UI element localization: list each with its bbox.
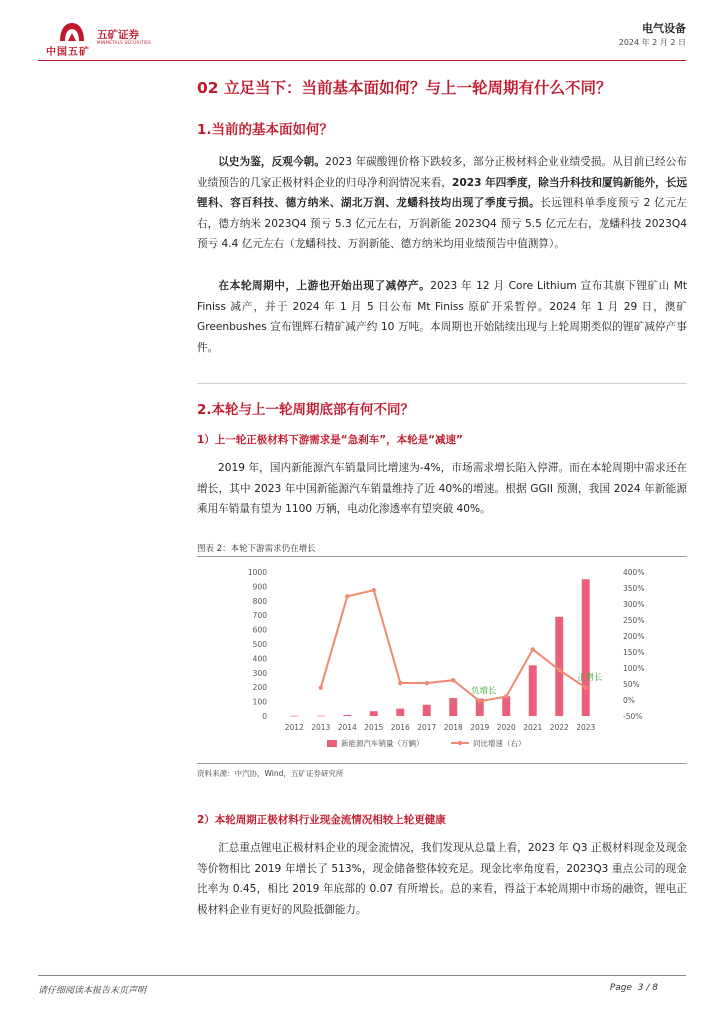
x-axis-tick: 2019 [470,723,490,732]
chart-annotation: 负增长 [470,686,497,697]
left-axis-tick: 200 [252,683,267,693]
point-heading-1: 1）上一轮正极材料下游需求是“急刹车”，本轮是“减速” [197,434,463,446]
report-sector: 电气设备 [642,22,686,35]
bar-2013 [317,716,325,717]
left-axis-tick: 300 [252,668,267,678]
growth-point-2023 [584,686,588,690]
growth-point-2020 [504,694,508,698]
ev-sales-chart [197,560,687,760]
bar-2018 [449,698,457,716]
bar-2023 [582,579,590,716]
bar-2016 [396,709,404,716]
left-axis-tick: 800 [252,596,267,606]
paragraph-lead: 以史为鉴，反观今朝。 [218,156,326,168]
bar-2021 [529,665,537,716]
left-axis-tick: 1000 [247,568,267,577]
figure-title: 图表 2：本轮下游需求仍在增长 [197,544,316,554]
paragraph-fundamentals [197,152,687,255]
bar-2017 [423,705,431,716]
report-date: 2024 年 2 月 2 日 [618,38,686,47]
figure-top-rule [197,556,687,557]
paragraph-upstream-cuts [197,276,687,358]
left-axis-tick: 100 [252,697,267,707]
paragraph-text: 2023 年 12 月 Core Lithium 宣布其旗下锂矿山 Mt Finiss 减产，并于 2024 年 1 月 5 日公布 Mt Finiss 原矿开采暂停。2024 年 1 月 29 日，澳矿 Greenbushes 宣布锂辉石精矿减产约 10 万吨。本周期也开始陆续出现与上轮周期类似的锂矿减停产事件。 [197,280,687,354]
figure-source: 资料来源：中汽协，Wind，五矿证券研究所 [197,769,344,778]
x-axis-tick: 2023 [576,723,596,732]
growth-point-2014 [345,594,349,598]
x-axis-tick: 2015 [364,723,384,732]
chart-legend [327,738,526,748]
paragraph-text: 汇总重点锂电正极材料企业的现金流情况，我们发现从总量上看，2023 年 Q3 正极材料现金及现金等价物相比 2019 年增长了 513%，现金储备整体较充足。现金比率角度看，2023Q3 重点公司的现金比率为 0.45，相比 2019 年底部的 0.07 有所增长。总的来看，得益于本轮周期中市场的融资，锂电正极材料企业有更好的风险抵御能力。 [197,842,687,916]
x-axis-tick: 2021 [523,723,543,732]
x-axis-tick: 2012 [284,723,304,732]
x-axis-tick: 2016 [390,723,410,732]
legend-bar-swatch [327,740,337,747]
paragraph-highlight: 2023 年四季度，除当升科技和厦钨新能外，长远锂科、容百科技、德方纳米、湖北万润、龙蟠科技均出现了季度亏损。 [197,176,688,210]
section-title: 02 立足当下：当前基本面如何？与上一轮周期有什么不同？ [197,79,612,97]
bar-2014 [343,715,351,716]
subsection-heading-1: 1.当前的基本面如何？ [197,122,334,138]
legend-line-label: 同比增速（右） [473,739,526,748]
chart-annotation: 正增长 [576,672,603,683]
paragraph-text: 2019 年，国内新能源汽车销量同比增速为-4%，市场需求增长陷入停滞。而在本轮周期中需求还在增长，其中 2023 年中国新能源汽车销量维持了近 40%的增速。根据 GGII 预测，我国 2024 年新能源乘用车销量有望为 1100 万辆，电动化渗透率有望突破 40%。 [197,462,687,516]
growth-point-2021 [531,647,535,651]
section-divider [197,383,687,384]
right-axis-tick: 150% [623,648,645,657]
paragraph-cashflow [197,838,687,920]
growth-point-2018 [451,678,455,682]
legend-line-marker [458,741,462,745]
page-count: 3 / 8 [637,983,658,993]
bar-series [290,579,589,716]
right-axis-tick: 300% [623,600,645,609]
left-axis-tick: 900 [252,582,267,592]
footer-disclaimer: 请仔细阅读本报告末页声明 [38,986,147,996]
bar-2012 [290,716,298,717]
right-axis-tick: 250% [623,616,645,625]
bar-2020 [502,696,510,716]
right-axis-tick: 400% [623,568,645,577]
header-divider [38,60,686,61]
x-axis-tick: 2013 [311,723,331,732]
point-heading-2: 2）本轮周期正极材料行业现金流情况相较上轮更健康 [197,814,446,826]
logo-securities-english: MINMETALS SECURITIES [97,40,151,45]
legend-bar-label: 新能源汽车销量（万辆） [341,739,424,748]
page-label: Page [609,983,633,993]
growth-line [321,590,586,701]
left-axis-tick: 400 [252,654,267,664]
left-axis-tick: 700 [252,611,267,621]
paragraph-text: 长远锂科单季度预亏 2 亿元左右，德方纳米 2023Q4 预亏 5.3 亿元左右，万润新能 2023Q4 预亏 5.5 亿元左右，龙蟠科技 2023Q4 预亏 4.4 亿元左右（龙蟠科技、万润新能、德方纳米均用业绩预告中值测算）。 [197,197,688,251]
growth-point-2013 [319,686,323,690]
x-axis-tick: 2018 [443,723,463,732]
logo-securities-name: 五矿证券 [97,29,139,41]
company-logo-icon [58,20,86,42]
right-axis-labels [623,568,644,721]
footer-divider [38,975,686,976]
paragraph-lead: 在本轮周期中，上游也开始出现了减停产。 [218,280,431,292]
right-axis-tick: 350% [623,584,645,593]
growth-point-2022 [557,668,561,672]
bar-2022 [555,617,563,716]
x-axis-labels [285,723,596,732]
x-axis-tick: 2017 [417,723,437,732]
left-axis-labels [248,568,267,721]
figure-bottom-rule [197,763,687,764]
right-axis-tick: 0% [623,696,635,705]
subsection-heading-2: 2.本轮与上一轮周期底部有何不同？ [197,402,415,418]
page-number [610,983,658,993]
left-axis-tick: 600 [252,625,267,635]
right-axis-tick: 200% [623,632,645,641]
x-axis-tick: 2022 [549,723,569,732]
paragraph-demand [197,458,687,520]
growth-point-2016 [398,681,402,685]
growth-point-2019 [478,699,482,703]
bar-2015 [370,711,378,716]
x-axis-tick: 2014 [337,723,357,732]
growth-point-2015 [372,588,376,592]
right-axis-tick: -50% [623,712,643,721]
left-axis-tick: 0 [262,712,267,721]
left-axis-tick: 500 [252,640,267,649]
paragraph-text: 2023 年碳酸锂价格下跌较多，部分正极材料企业业绩受损。从目前已经公布业绩预告的几家正极材料企业的归母净利润情况来看， [197,156,688,189]
x-axis-tick: 2020 [496,723,516,732]
growth-points [319,588,588,703]
logo-company-name: 中国五矿 [46,47,90,58]
right-axis-tick: 100% [623,664,645,673]
growth-point-2017 [425,681,429,685]
right-axis-tick: 50% [623,680,640,689]
